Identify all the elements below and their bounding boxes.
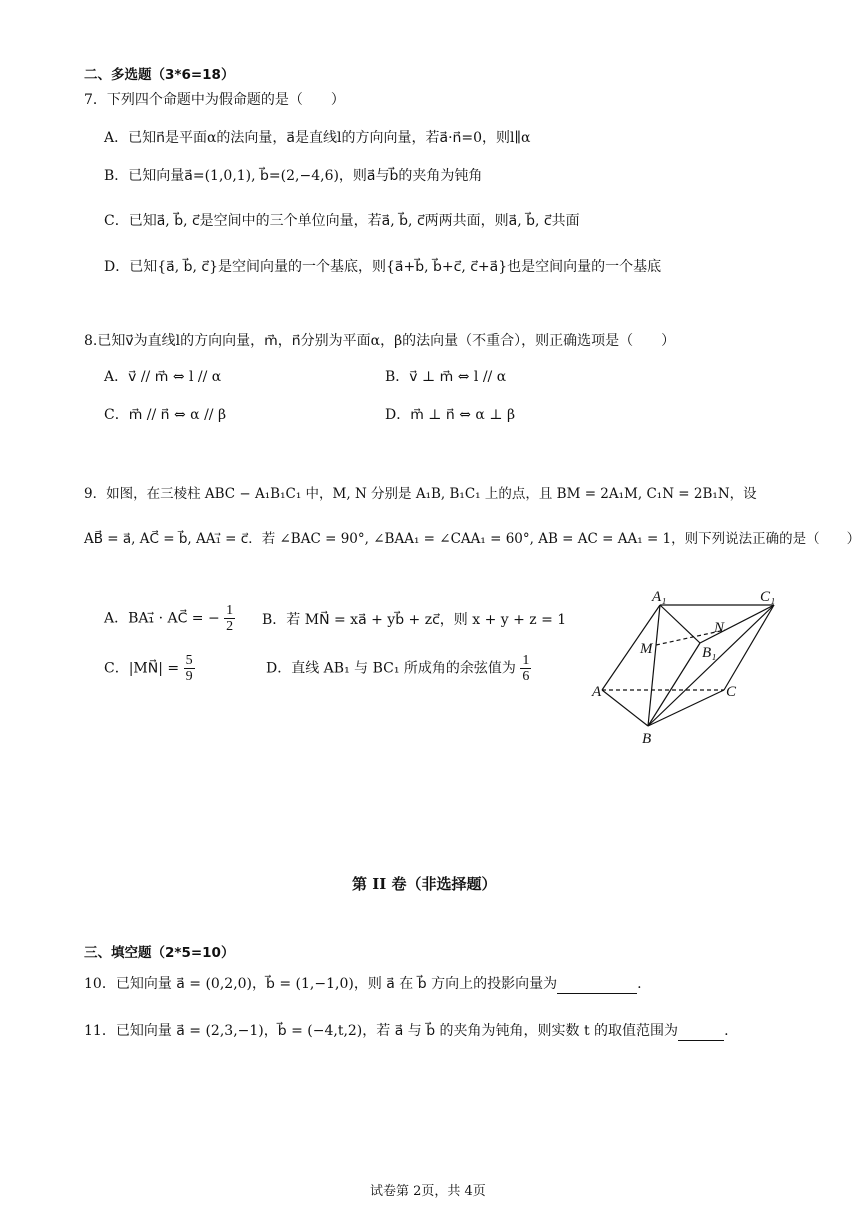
- question-8-option-c: C．m⃗ // n⃗ ⇔ α // β: [104, 407, 227, 423]
- question-8-option-b: B．v⃗ ⊥ m⃗ ⇔ l // α: [385, 369, 507, 385]
- option-a-fraction: [224, 603, 235, 634]
- question-7-option-a: A．已知n⃗是平面α的法向量，a⃗是直线l的方向向量，若a⃗·n⃗=0，则l∥α: [104, 130, 531, 146]
- label-a: A: [592, 684, 602, 700]
- part-2-title: 第 II 卷（非选择题）: [352, 875, 497, 893]
- label-b: B: [642, 731, 652, 747]
- label-a1: A₁: [652, 589, 667, 605]
- question-8-stem: 8.已知v⃗为直线l的方向向量，m⃗，n⃗分别为平面α，β的法向量（不重合），则正确选项是（ ）: [84, 333, 676, 349]
- option-c-fraction: [184, 653, 195, 684]
- prism-figure: [590, 583, 790, 748]
- question-8-option-d: D．m⃗ ⊥ n⃗ ⇔ α ⊥ β: [385, 407, 516, 423]
- question-9-stem-line2: AB⃗ = a⃗, AC⃗ = b⃗, AA₁⃗ = c⃗．若 ∠BAC = 90°, ∠BAA₁ = ∠CAA₁ = 60°, AB = AC = AA₁ = 1，则下列说法正确的是（ ）: [84, 531, 861, 547]
- question-9-option-b: B．若 MN⃗ = xa⃗ + yb⃗ + zc⃗，则 x + y + z = 1: [262, 612, 567, 628]
- question-9-stem-line1: 9．如图，在三棱柱 ABC − A₁B₁C₁ 中，M, N 分别是 A₁B, B₁C₁ 上的点，且 BM = 2A₁M, C₁N = 2B₁N，设: [84, 486, 757, 502]
- fraction-denominator: 9: [185, 669, 193, 684]
- label-n: N: [714, 620, 725, 636]
- question-9-option-d: [266, 653, 531, 684]
- question-10-end: .: [637, 976, 642, 992]
- section-title-fill-in: 三、填空题（2*5=10）: [84, 945, 235, 961]
- segment-b-c1: [648, 605, 774, 726]
- question-11-end: .: [724, 1023, 729, 1039]
- label-c1: C₁: [760, 589, 776, 605]
- fraction-numerator: 1: [226, 603, 234, 618]
- label-b1: B₁: [702, 645, 717, 661]
- question-9-option-c: [104, 653, 195, 684]
- question-7-option-d: D．已知{a⃗, b⃗, c⃗}是空间向量的一个基底，则{a⃗+b⃗, b⃗+c⃗, c⃗+a⃗}也是空间向量的一个基底: [104, 259, 662, 275]
- page-footer: 试卷第 2页，共 4页: [370, 1184, 486, 1199]
- question-10: [84, 974, 642, 994]
- question-7-stem: 7．下列四个命题中为假命题的是（ ）: [84, 92, 345, 108]
- label-m: M: [640, 641, 653, 657]
- question-7-option-b: B．已知向量a⃗=(1,0,1), b⃗=(2,−4,6)，则a⃗与b⃗的夹角为钝角: [104, 168, 483, 184]
- answer-blank[interactable]: [678, 1026, 724, 1041]
- section-title-multiple-choice: 二、多选题（3*6=18）: [84, 67, 235, 83]
- question-10-text: 10．已知向量 a⃗ = (0,2,0)，b⃗ = (1,−1,0)，则 a⃗ 在 b⃗ 方向上的投影向量为: [84, 976, 558, 992]
- segment-a1-b: [648, 605, 660, 726]
- fraction-denominator: 2: [226, 619, 234, 634]
- question-11-text: 11．已知向量 a⃗ = (2,3,−1)，b⃗ = (−4,t,2)，若 a⃗ 与 b⃗ 的夹角为钝角，则实数 t 的取值范围为: [84, 1023, 679, 1039]
- question-8-option-a: A．v⃗ // m⃗ ⇔ l // α: [104, 369, 222, 385]
- option-d-fraction: [520, 653, 531, 684]
- label-c: C: [726, 684, 737, 700]
- option-c-text: C．|MN⃗| =: [104, 660, 180, 677]
- option-a-text: A．BA₁⃗ · AC⃗ = −: [104, 610, 220, 627]
- question-9-option-a: [104, 603, 235, 634]
- fraction-numerator: 5: [185, 653, 193, 668]
- fraction-numerator: 1: [522, 653, 530, 668]
- fraction-denominator: 6: [522, 669, 530, 684]
- answer-blank[interactable]: [557, 979, 637, 994]
- question-7-option-c: C．已知a⃗, b⃗, c⃗是空间中的三个单位向量，若a⃗, b⃗, c⃗两两共面，则a⃗, b⃗, c⃗共面: [104, 213, 580, 229]
- question-11: [84, 1021, 729, 1041]
- edge-a-b: [602, 690, 648, 726]
- option-d-text: D．直线 AB₁ 与 BC₁ 所成角的余弦值为: [266, 660, 516, 677]
